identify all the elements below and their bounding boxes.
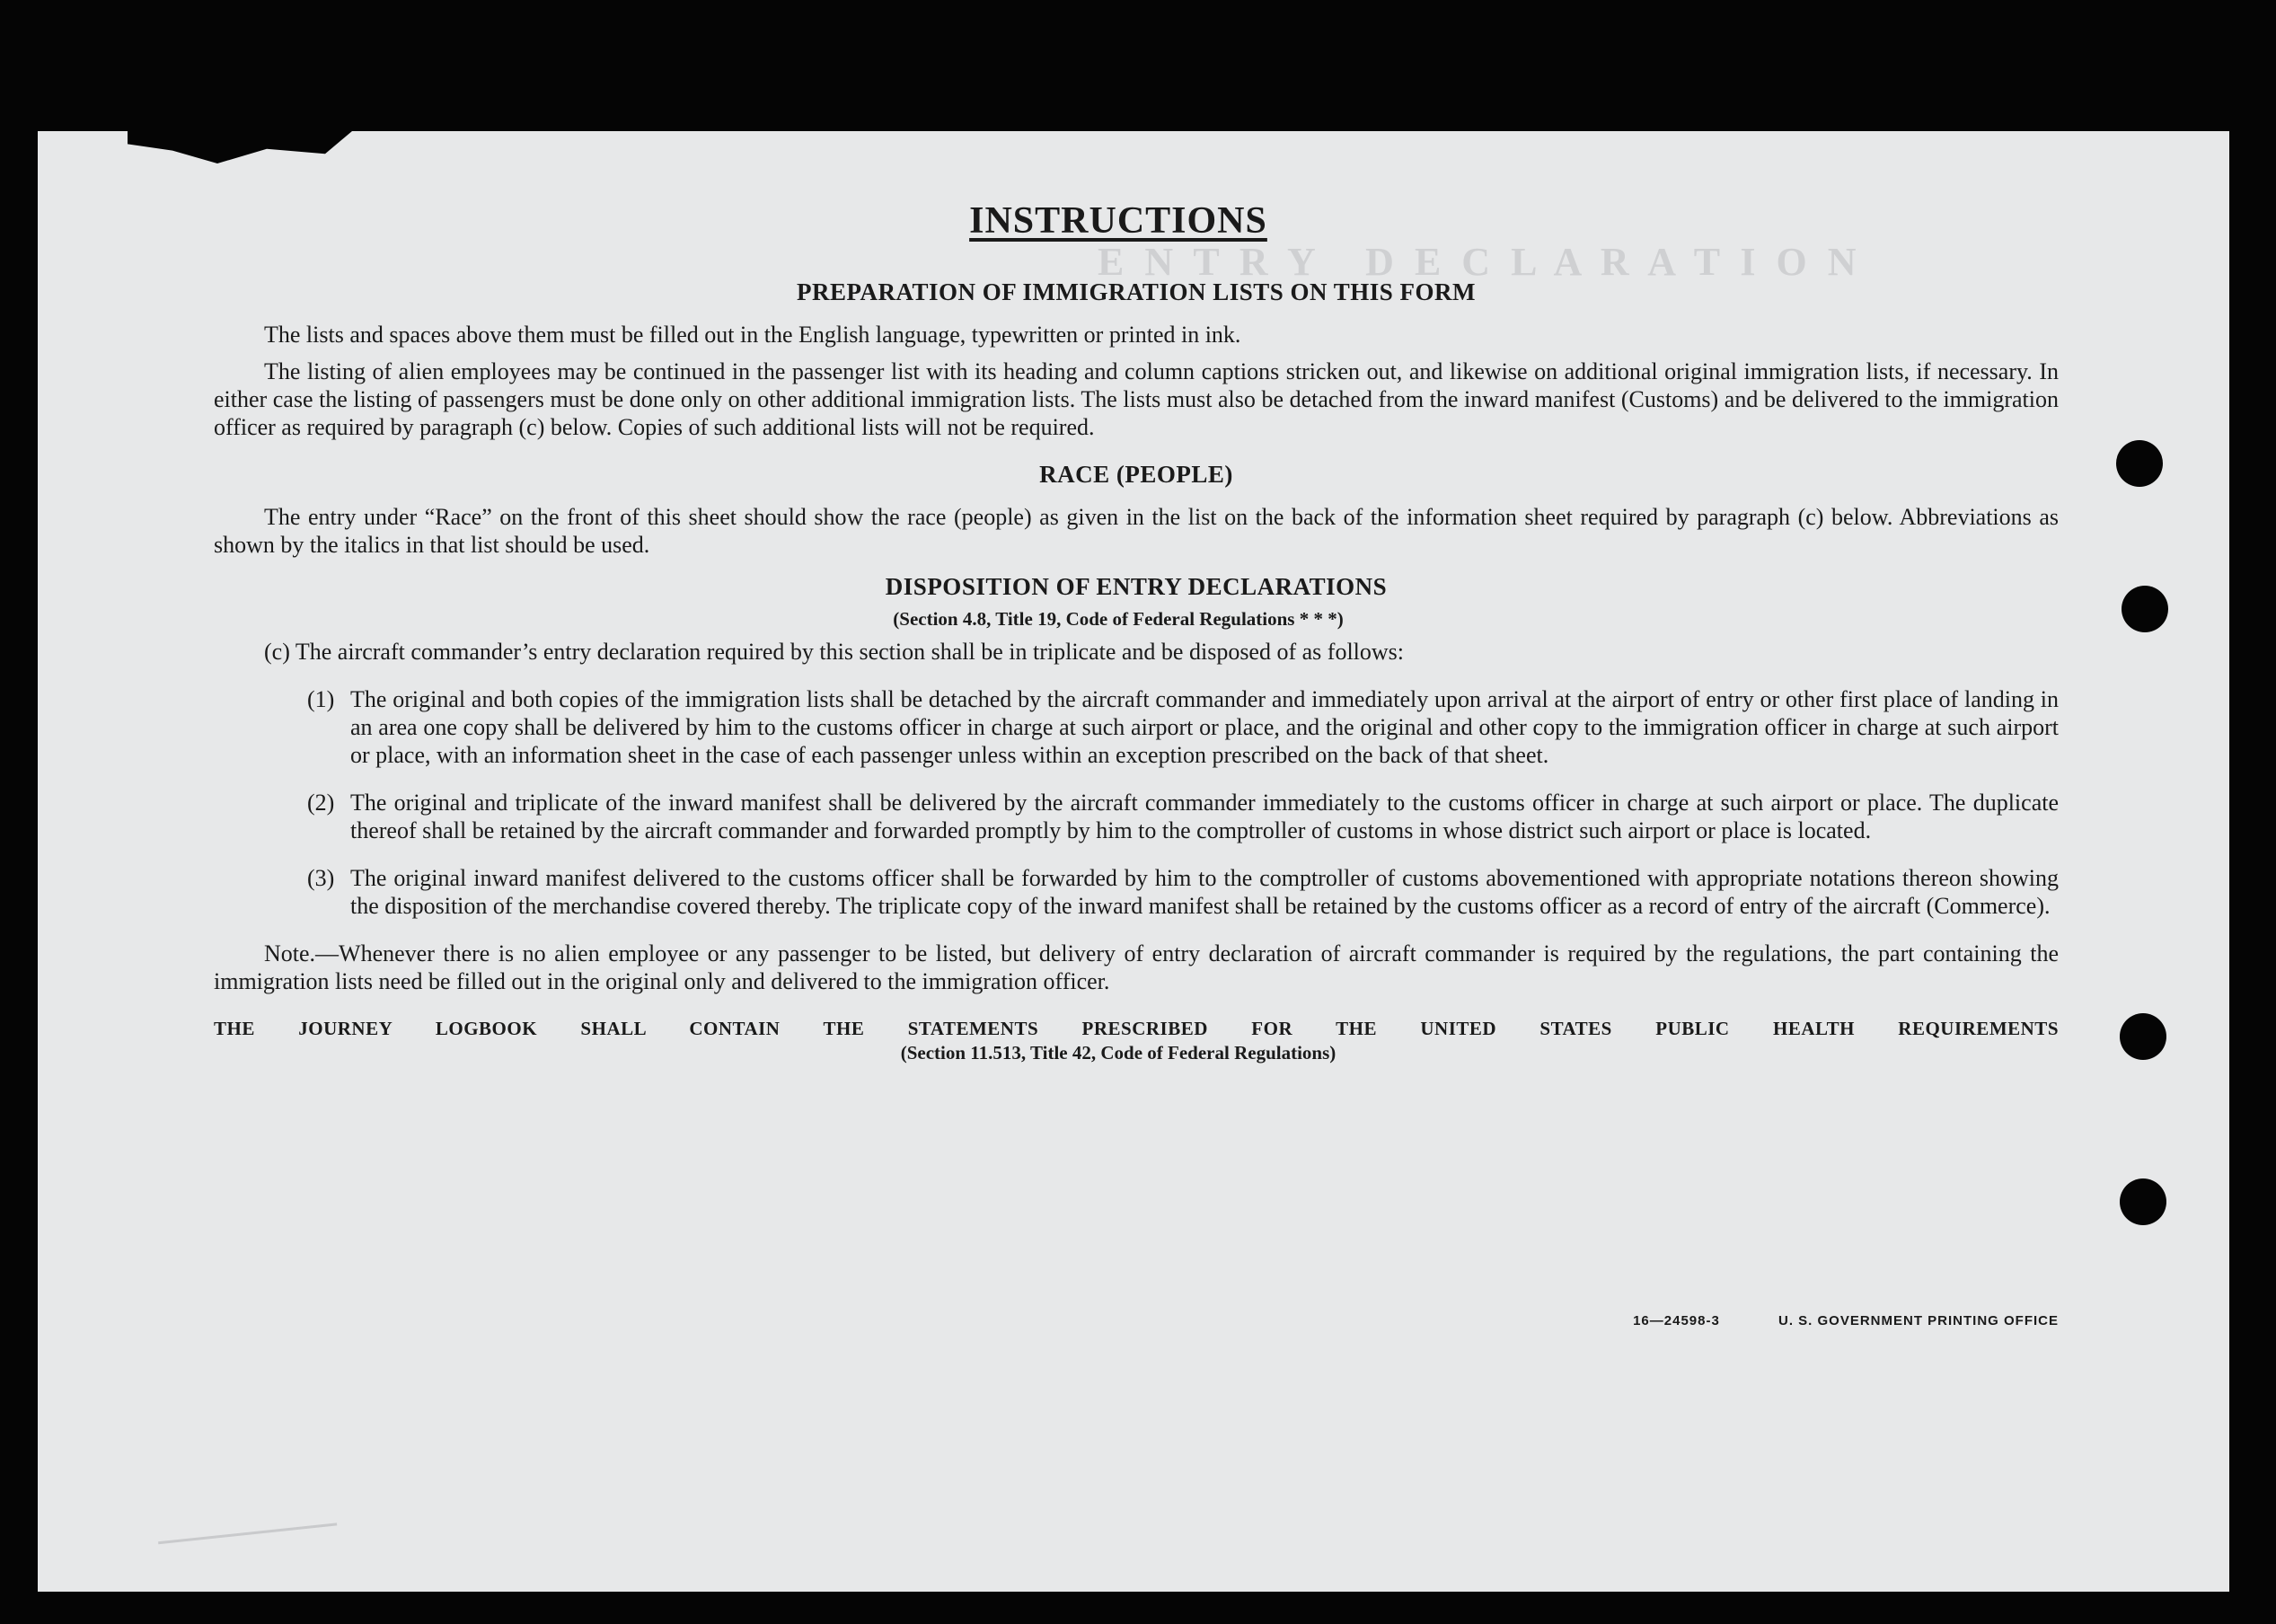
paragraph-note: Note.—Whenever there is no alien employee or any passenger to be listed, but delivery of entry declaration of aircraft commander is required by the regulations, the part containing the immigration lists need be filled out in the original only and delivered to the immigration officer.: [214, 940, 2059, 994]
paragraph-alien-employees: The listing of alien employees may be continued in the passenger list with its heading and column captions stricken out, and likewise on additional original immigration lists, if necessary. In either case the listing of passengers must be done only on other additional immigration lists. The lists must also be detached from the inward manifest (Customs) and be delivered to the immigration officer as required by paragraph (c) below. Copies of such additional lists will not be required.: [214, 358, 2059, 440]
printing-office: U. S. GOVERNMENT PRINTING OFFICE: [1778, 1313, 2059, 1328]
list-item-text: The original and triplicate of the inward manifest shall be delivered by the aircraft commander immediately to the customs officer in charge at such airport or place. The duplicate thereof shall be retained by the aircraft commander and forwarded promptly by him to the comptroller of customs in whose district such airport or place is located.: [350, 790, 2059, 843]
citation-section-11-513: (Section 11.513, Title 42, Code of Federal Regulations): [900, 1042, 1336, 1064]
punch-hole-3: [2120, 1013, 2166, 1060]
paragraph-c-intro: (c) The aircraft commander’s entry declaration required by this section shall be in triplicate and be disposed of as follows:: [264, 639, 1405, 665]
bleed-through-text: E N T R Y D E C L A R A T I O N: [1098, 240, 1862, 284]
faint-signature-mark: [152, 1461, 338, 1545]
instructions-content: [214, 199, 2059, 1072]
list-item: [307, 685, 2059, 769]
form-number: 16—24598-3: [1633, 1313, 1720, 1328]
list-item-number: (2): [307, 790, 335, 816]
page-title: INSTRUCTIONS: [969, 200, 1267, 242]
list-item: [307, 789, 2059, 844]
list-item-text: The original inward manifest delivered to the customs officer shall be forwarded by him to the comptroller of customs abovementioned with appropriate notations thereon showing the disposition of the merchandise covered thereby. The triplicate copy of the inward manifest shall be retained by the customs officer as a record of entry of the aircraft (Commerce).: [350, 865, 2059, 919]
list-item-number: (3): [307, 865, 335, 891]
punch-hole-4: [2120, 1178, 2166, 1225]
punch-hole-1: [2116, 440, 2163, 487]
punch-hole-2: [2122, 586, 2168, 632]
paragraph-english-language: The lists and spaces above them must be filled out in the English language, typewritten or printed in ink.: [264, 322, 1241, 348]
citation-section-4-8: (Section 4.8, Title 19, Code of Federal Regulations * * *): [893, 608, 1344, 630]
logbook-requirement: THE JOURNEY LOGBOOK SHALL CONTAIN THE STATEMENTS PRESCRIBED FOR THE UNITED STATES PUBLIC HEALTH REQUIREMENTS: [214, 1018, 2059, 1039]
printer-imprint: [1633, 1313, 2059, 1328]
list-item: [307, 864, 2059, 920]
section-heading-disposition: DISPOSITION OF ENTRY DECLARATIONS: [885, 573, 1388, 600]
list-item-number: (1): [307, 686, 335, 712]
torn-corner: [128, 131, 352, 163]
paragraph-race: The entry under “Race” on the front of this sheet should show the race (people) as given in the list on the back of the information sheet required by paragraph (c) below. Abbreviations as shown by the italics in that list should be used.: [214, 504, 2059, 558]
section-heading-preparation: PREPARATION OF IMMIGRATION LISTS ON THIS FORM: [796, 278, 1477, 305]
section-heading-race: RACE (PEOPLE): [1039, 461, 1233, 488]
list-item-text: The original and both copies of the immigration lists shall be detached by the aircraft commander and immediately upon arrival at the airport of entry or other first place of landing in an area one copy shall be delivered by him to the customs officer in charge at such airport or place, and the original and other copy to the immigration officer in charge at such airport or place, with an information sheet in the case of each passenger unless within an exception prescribed on the back of that sheet.: [350, 686, 2059, 768]
document-sheet: [38, 131, 2229, 1592]
